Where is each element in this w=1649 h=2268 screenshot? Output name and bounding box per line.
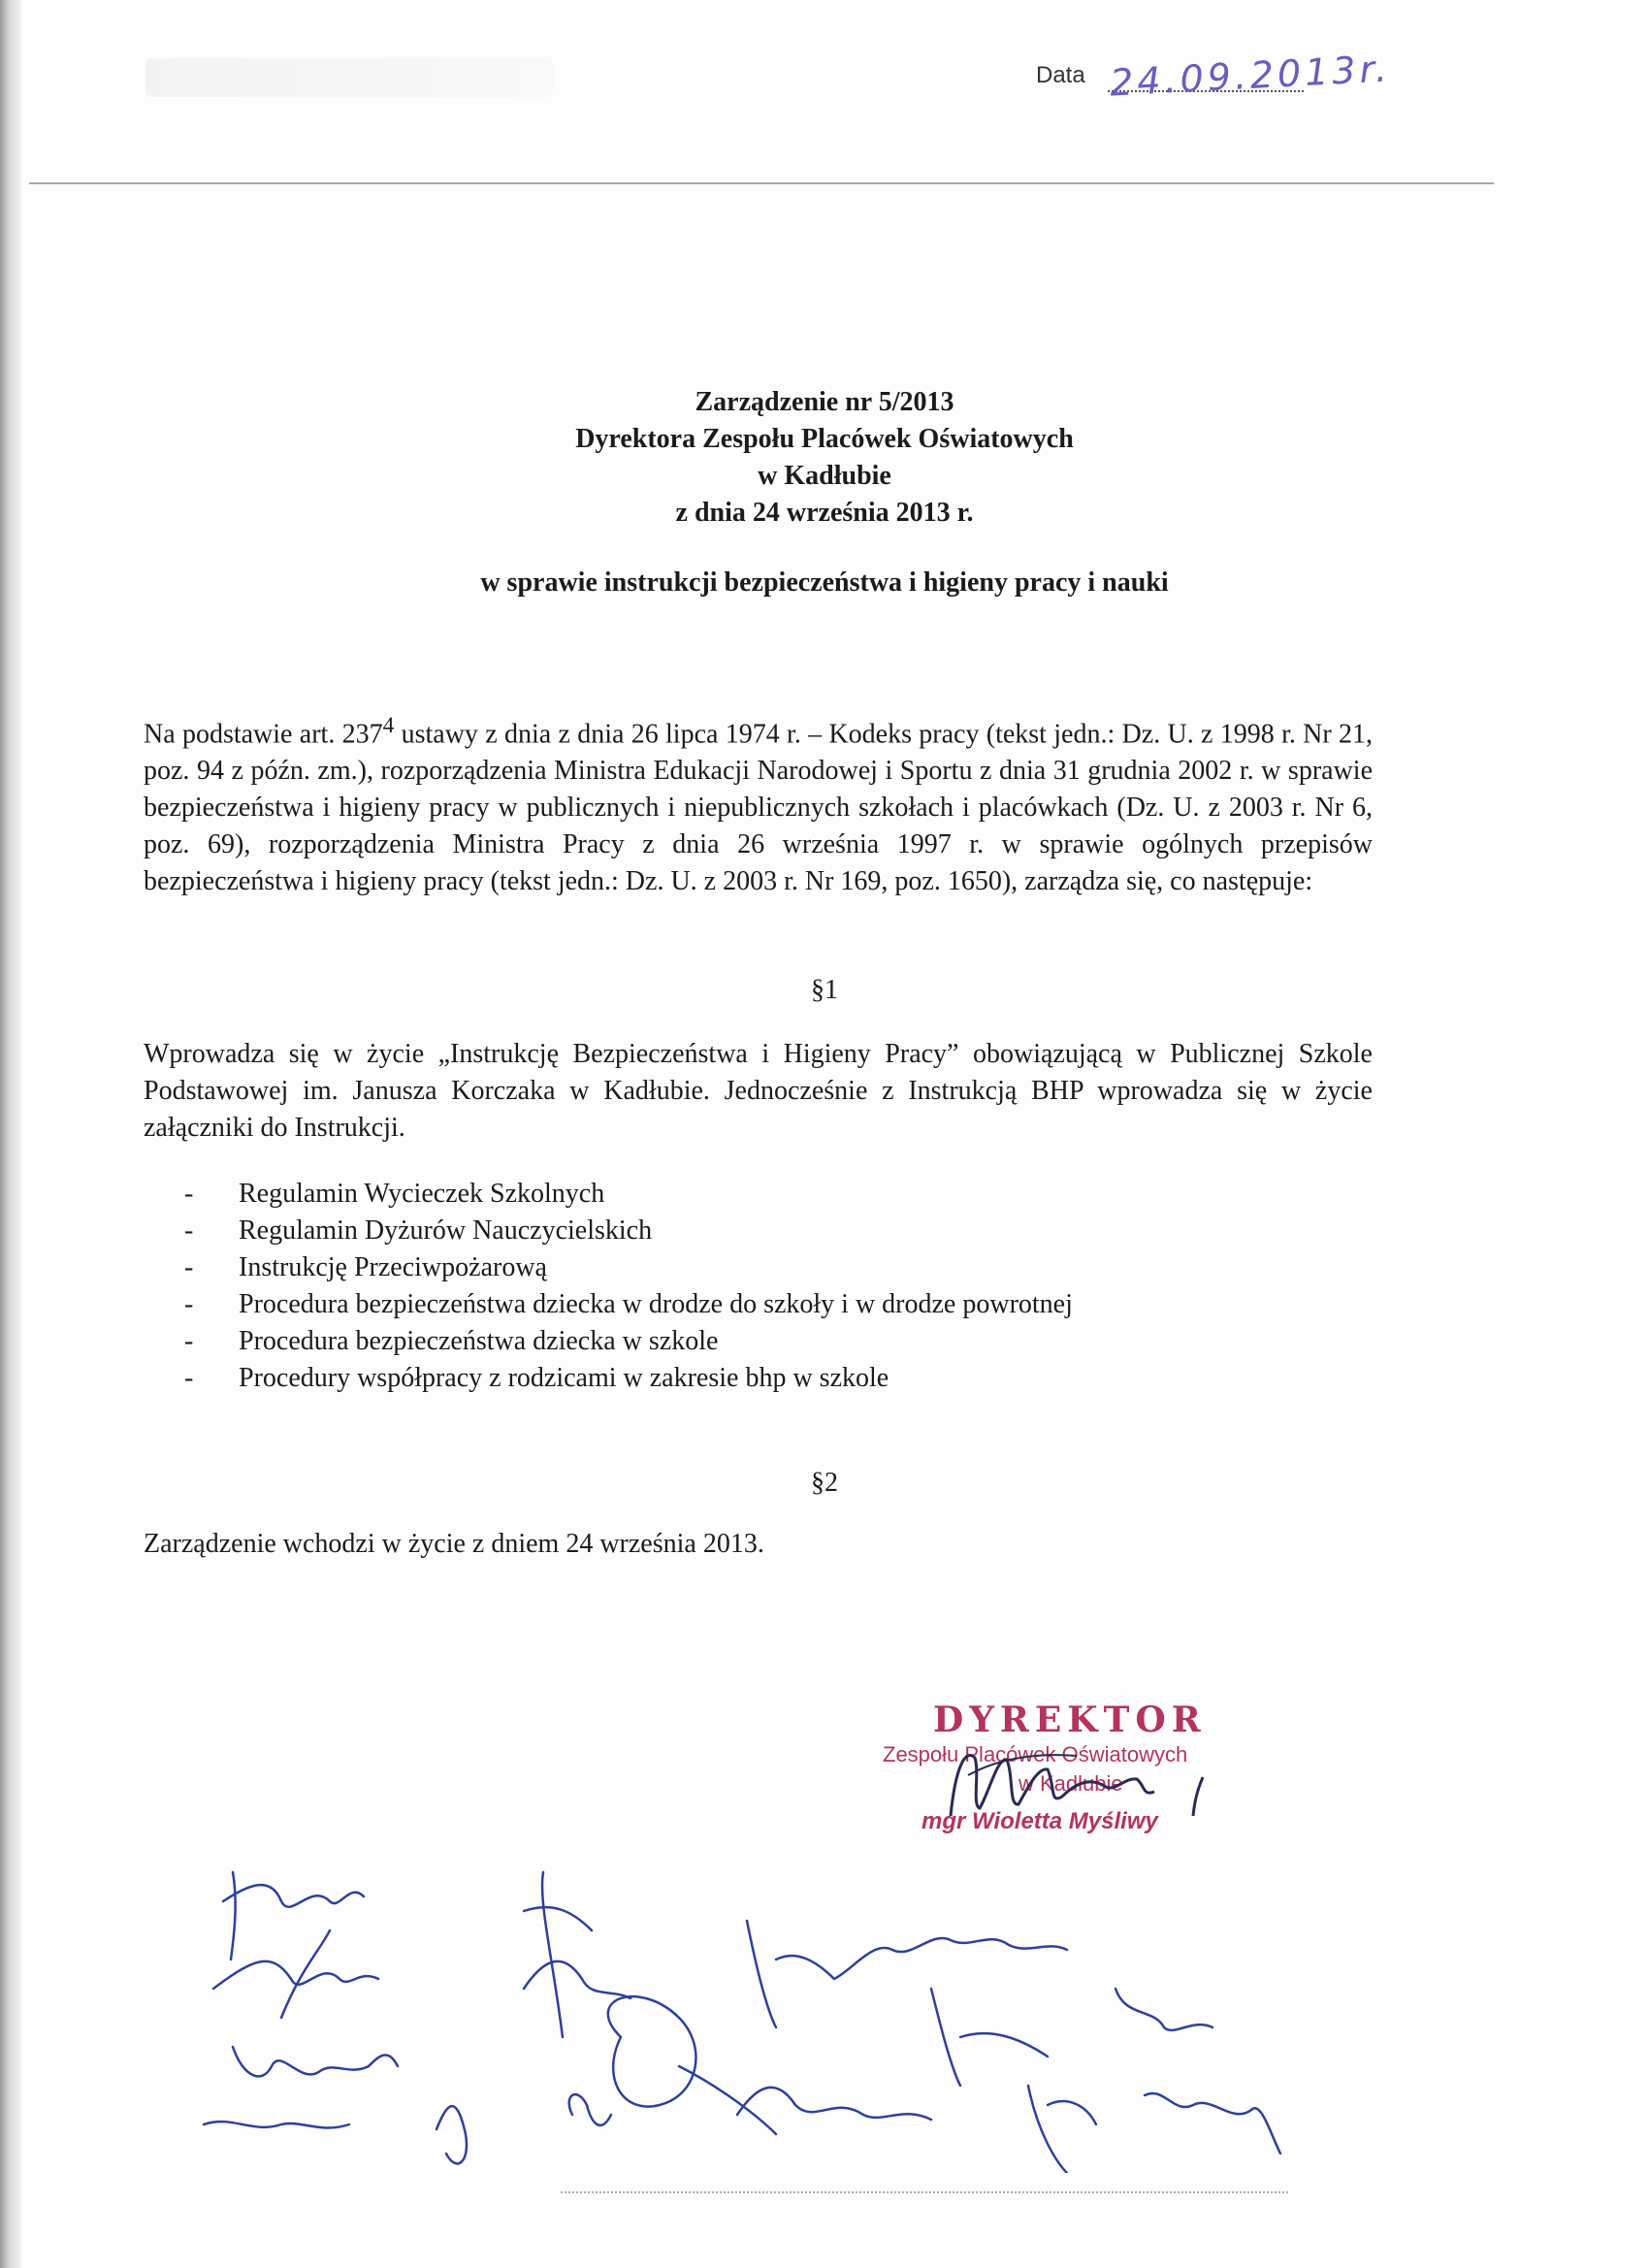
scan-edge-shadow [0, 0, 21, 2268]
list-item-text: Regulamin Wycieczek Szkolnych [239, 1179, 605, 1209]
bullet-dash: - [184, 1363, 194, 1393]
scan-ghost-mark [146, 58, 553, 97]
legal-basis-start: Na podstawie art. 237 [144, 719, 383, 750]
list-item-text: Procedura bezpieczeństwa dziecka w drodze do szkoły i w drodze powrotnej [239, 1289, 1073, 1319]
bottom-dotted-line [561, 2191, 1288, 2193]
list-item-text: Procedura bezpieczeństwa dziecka w szkole [239, 1326, 719, 1356]
bullet-dash: - [184, 1252, 194, 1282]
director-stamp [883, 1700, 1251, 1845]
section-2-text: Zarządzenie wchodzi w życie z dniem 24 września 2013. [144, 1529, 764, 1559]
director-signature [883, 1700, 1251, 1845]
section-1-text: Wprowadza się w życie „Instrukcję Bezpieczeństwa i Higieny Pracy” obowiązującą w Publicznej Szkole Podstawowej im. Janusza Korczaka w Kadłubie. Jednocześnie z Instrukcją BHP wprowadza się w życie załączniki do Instrukcji. [144, 1039, 1373, 1143]
section-1-mark: §1 [811, 975, 838, 1005]
list-item [184, 1176, 1073, 1213]
stamp-location: w Kadłubie [1018, 1771, 1123, 1796]
list-item-text: Instrukcję Przeciwpożarową [239, 1252, 547, 1282]
issue-date-line: z dnia 24 września 2013 r. [675, 498, 974, 528]
bullet-dash: - [184, 1289, 194, 1319]
list-item [184, 1323, 1073, 1360]
article-superscript: 4 [382, 713, 395, 738]
date-label: Data [1036, 62, 1085, 88]
list-item-text: Procedury współpracy z rodzicami w zakresie bhp w szkole [239, 1363, 889, 1393]
location-line: w Kadłubie [758, 461, 891, 491]
top-rule [29, 182, 1494, 184]
list-item [184, 1213, 1073, 1249]
issuer-line: Dyrektora Zespołu Placówek Oświatowych [575, 424, 1074, 454]
stamp-director-name: mgr Wioletta Myśliwy [922, 1808, 1158, 1834]
subject-line: w sprawie instrukcji bezpieczeństwa i higieny pracy i nauki [480, 567, 1169, 598]
handwritten-date: 24.09.2013r. [1109, 47, 1392, 105]
staff-signatures [194, 1843, 1310, 2173]
list-item [184, 1360, 1073, 1397]
bullet-dash: - [184, 1326, 194, 1356]
bullet-dash: - [184, 1179, 194, 1209]
document-title: Zarządzenie nr 5/2013 [695, 387, 954, 417]
legal-basis-paragraph [144, 707, 1373, 900]
list-item [184, 1286, 1073, 1323]
legal-basis-rest: ustawy z dnia z dnia 26 lipca 1974 r. – Kodeks pracy (tekst jedn.: Dz. U. z 1998 r. Nr 21, poz. 94 z późn. zm.), rozporządzenia Ministra Edukacji Narodowej i Sportu z dnia 31 grudnia 2002 r. w sprawie bezpieczeństwa i higieny pracy w publicznych i niepublicznych szkołach i placówkach (Dz. U. z 2003 r. Nr 6, poz. 69), rozporządzenia Ministra Pracy z dnia 26 września 1997 r. w sprawie ogólnych przepisów bezpieczeństwa i higieny pracy (tekst jedn.: Dz. U. z 2003 r. Nr 169, poz. 1650), zarządza się, co następuje: [144, 719, 1373, 897]
stamp-title: DYREKTOR [933, 1700, 1207, 1740]
list-item [184, 1249, 1073, 1286]
bullet-dash: - [184, 1215, 194, 1246]
list-item-text: Regulamin Dyżurów Nauczycielskich [239, 1215, 653, 1246]
section-2-mark: §2 [811, 1468, 838, 1498]
stamp-institution: Zespołu Placówek Oświatowych [883, 1742, 1188, 1766]
attachments-list [184, 1176, 1073, 1397]
